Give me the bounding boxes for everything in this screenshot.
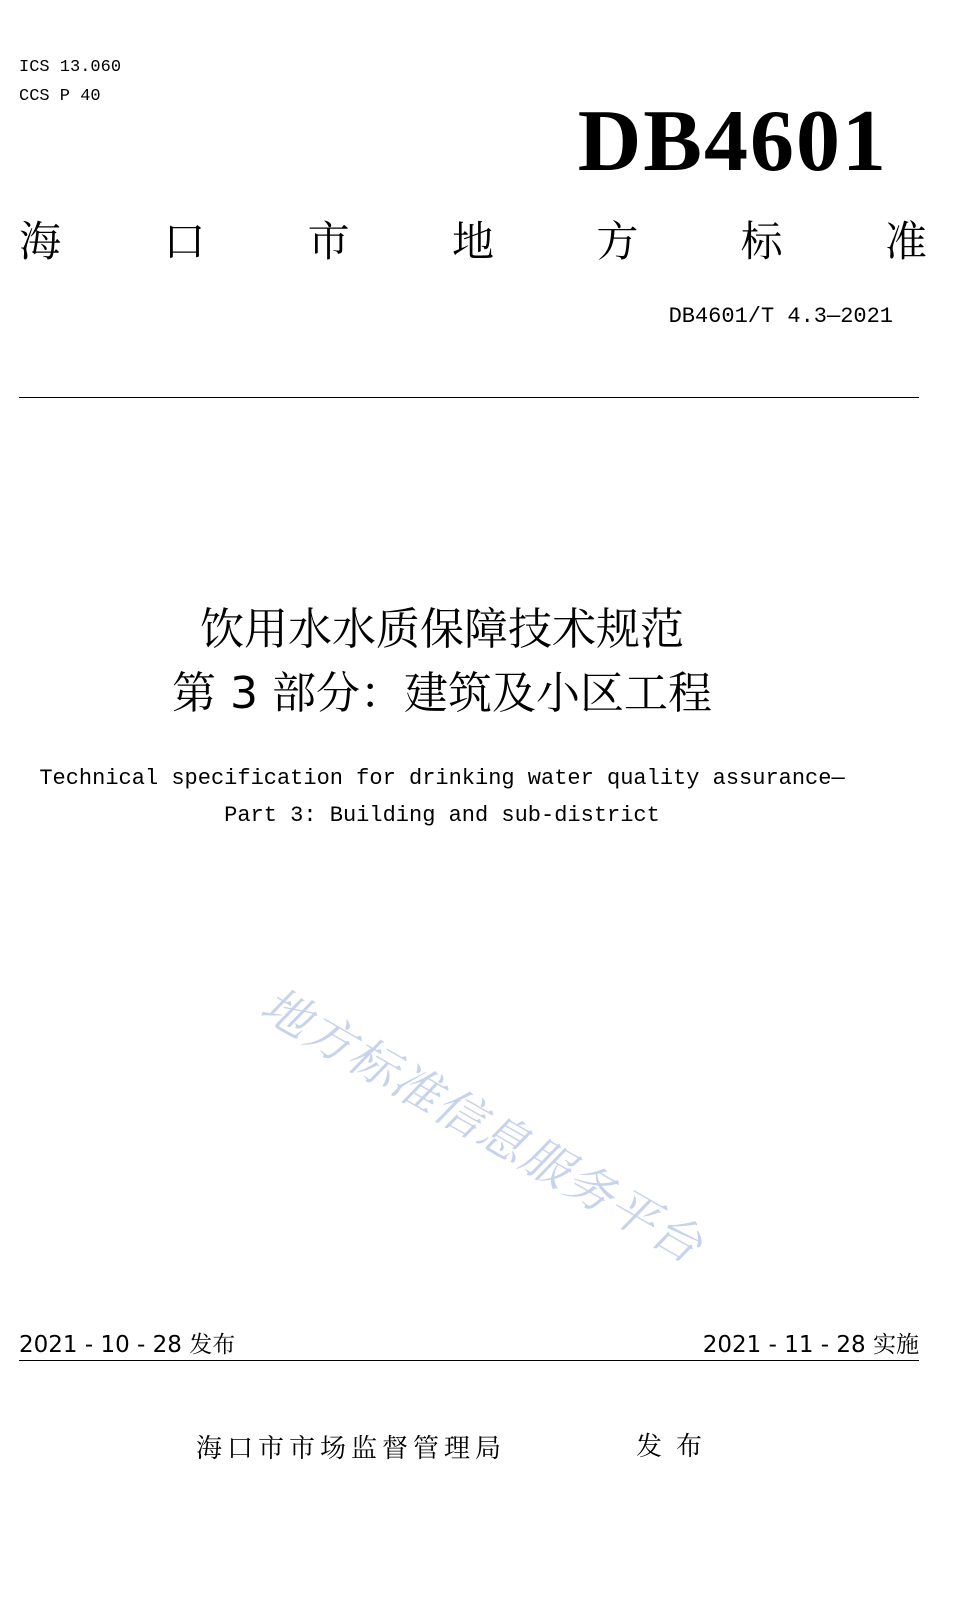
standard-type-char: 海 bbox=[19, 217, 62, 266]
bottom-divider bbox=[19, 1360, 919, 1361]
title-zh-line1: 饮用水水质保障技术规范 bbox=[200, 604, 684, 655]
standard-type-char: 准 bbox=[884, 217, 927, 266]
title-en-line1: Technical specification for drinking water quality assurance— bbox=[39, 766, 845, 791]
watermark: 地方标准信息服务平台 bbox=[251, 976, 713, 1276]
title-zh-line2: 第 3 部分：建筑及小区工程 bbox=[172, 668, 712, 719]
standard-type bbox=[19, 216, 927, 268]
standard-number: DB4601/T 4.3—2021 bbox=[668, 304, 893, 329]
title-en-line2: Part 3: Building and sub-district bbox=[224, 803, 660, 828]
standard-code: DB4601 bbox=[577, 93, 888, 190]
standard-type-char: 市 bbox=[307, 217, 350, 266]
standard-type-char: 口 bbox=[163, 217, 206, 266]
issue-date: 2021 - 10 - 28 发布 bbox=[19, 1332, 236, 1358]
standard-type-char: 标 bbox=[740, 217, 783, 266]
top-divider bbox=[19, 397, 919, 398]
implementation-date: 2021 - 11 - 28 实施 bbox=[702, 1332, 919, 1358]
standard-type-char: 地 bbox=[451, 217, 494, 266]
issuing-authority: 海口市市场监督管理局 bbox=[196, 1434, 507, 1464]
standard-type-char: 方 bbox=[596, 217, 639, 266]
ics-code: ICS 13.060 bbox=[19, 58, 122, 77]
ccs-code: CCS P 40 bbox=[19, 87, 101, 106]
publish-label: 发布 bbox=[636, 1432, 717, 1462]
